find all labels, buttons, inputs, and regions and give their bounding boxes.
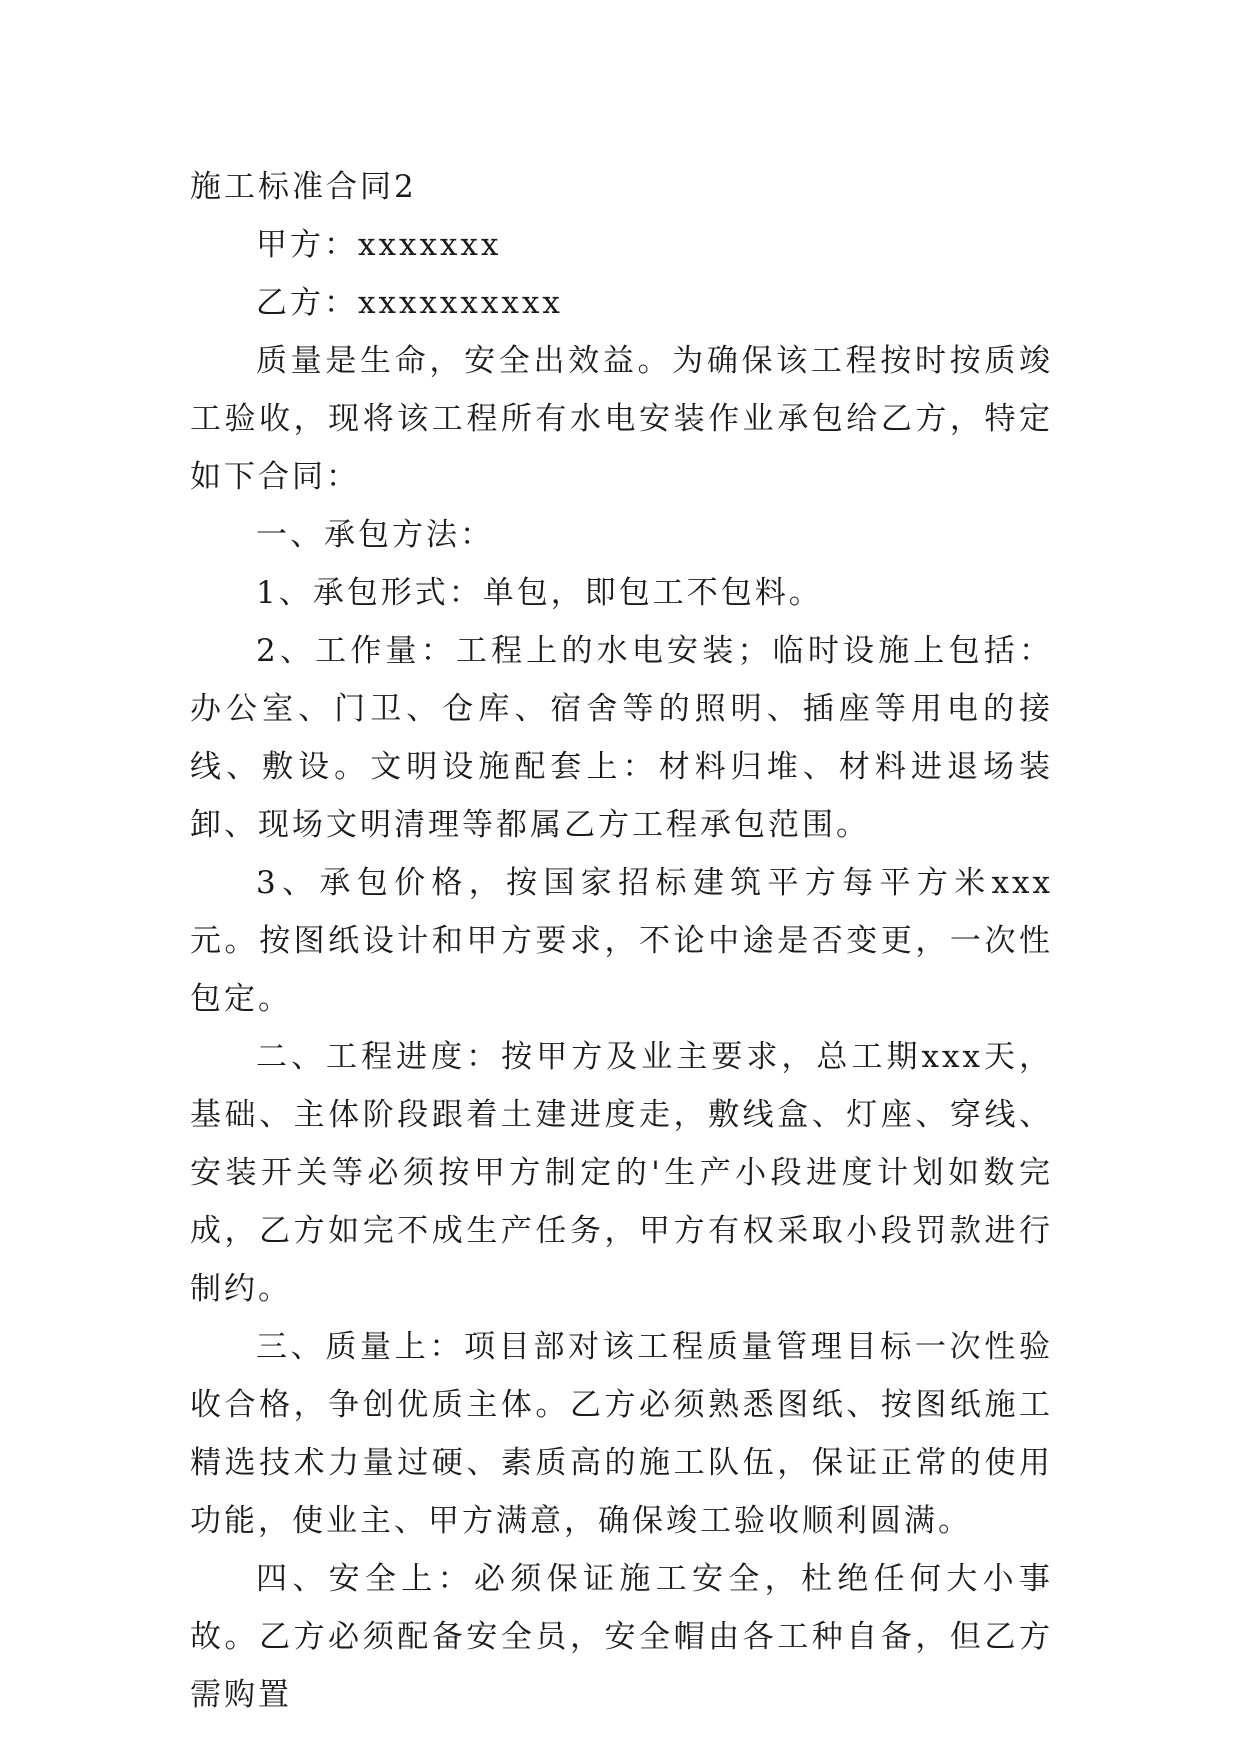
party-b-line: 乙方：xxxxxxxxxx bbox=[256, 285, 563, 321]
section-1-heading: 一、承包方法： bbox=[256, 517, 494, 553]
section-3-paragraph: 三、质量上：项目部对该工程质量管理目标一次性验收合格，争创优质主体。乙方必须熟悉图纸、按图纸施工精选技术力量过硬、素质高的施工队伍，保证正常的使用功能，使业主、甲方满意，确保竣工验收顺利圆满。 bbox=[190, 1329, 1053, 1539]
document-title: 施工标准合同2 bbox=[190, 169, 417, 205]
intro-paragraph: 质量是生命，安全出效益。为确保该工程按时按质竣工验收，现将该工程所有水电安装作业承包给乙方，特定如下合同： bbox=[190, 343, 1053, 495]
section-2-paragraph: 二、工程进度：按甲方及业主要求，总工期xxx天，基础、主体阶段跟着土建进度走，敷线盒、灯座、穿线、安装开关等必须按甲方制定的'生产小段进度计划如数完成，乙方如完不成生产任务，甲方有权采取小段罚款进行制约。 bbox=[190, 1039, 1053, 1307]
document-body bbox=[190, 158, 1053, 1724]
item-2-paragraph: 2、工作量：工程上的水电安装；临时设施上包括：办公室、门卫、仓库、宿舍等的照明、插座等用电的接线、敷设。文明设施配套上：材料归堆、材料进退场装卸、现场文明清理等都属乙方工程承包范围。 bbox=[190, 633, 1053, 843]
item-3-paragraph: 3、承包价格，按国家招标建筑平方每平方米xxx元。按图纸设计和甲方要求，不论中途是否变更，一次性包定。 bbox=[190, 865, 1053, 1017]
section-4-paragraph: 四、安全上：必须保证施工安全，杜绝任何大小事故。乙方必须配备安全员，安全帽由各工种自备，但乙方需购置 bbox=[190, 1561, 1053, 1713]
item-1-paragraph: 1、承包形式：单包，即包工不包料。 bbox=[256, 575, 823, 611]
party-a-line: 甲方：xxxxxxx bbox=[256, 227, 502, 263]
